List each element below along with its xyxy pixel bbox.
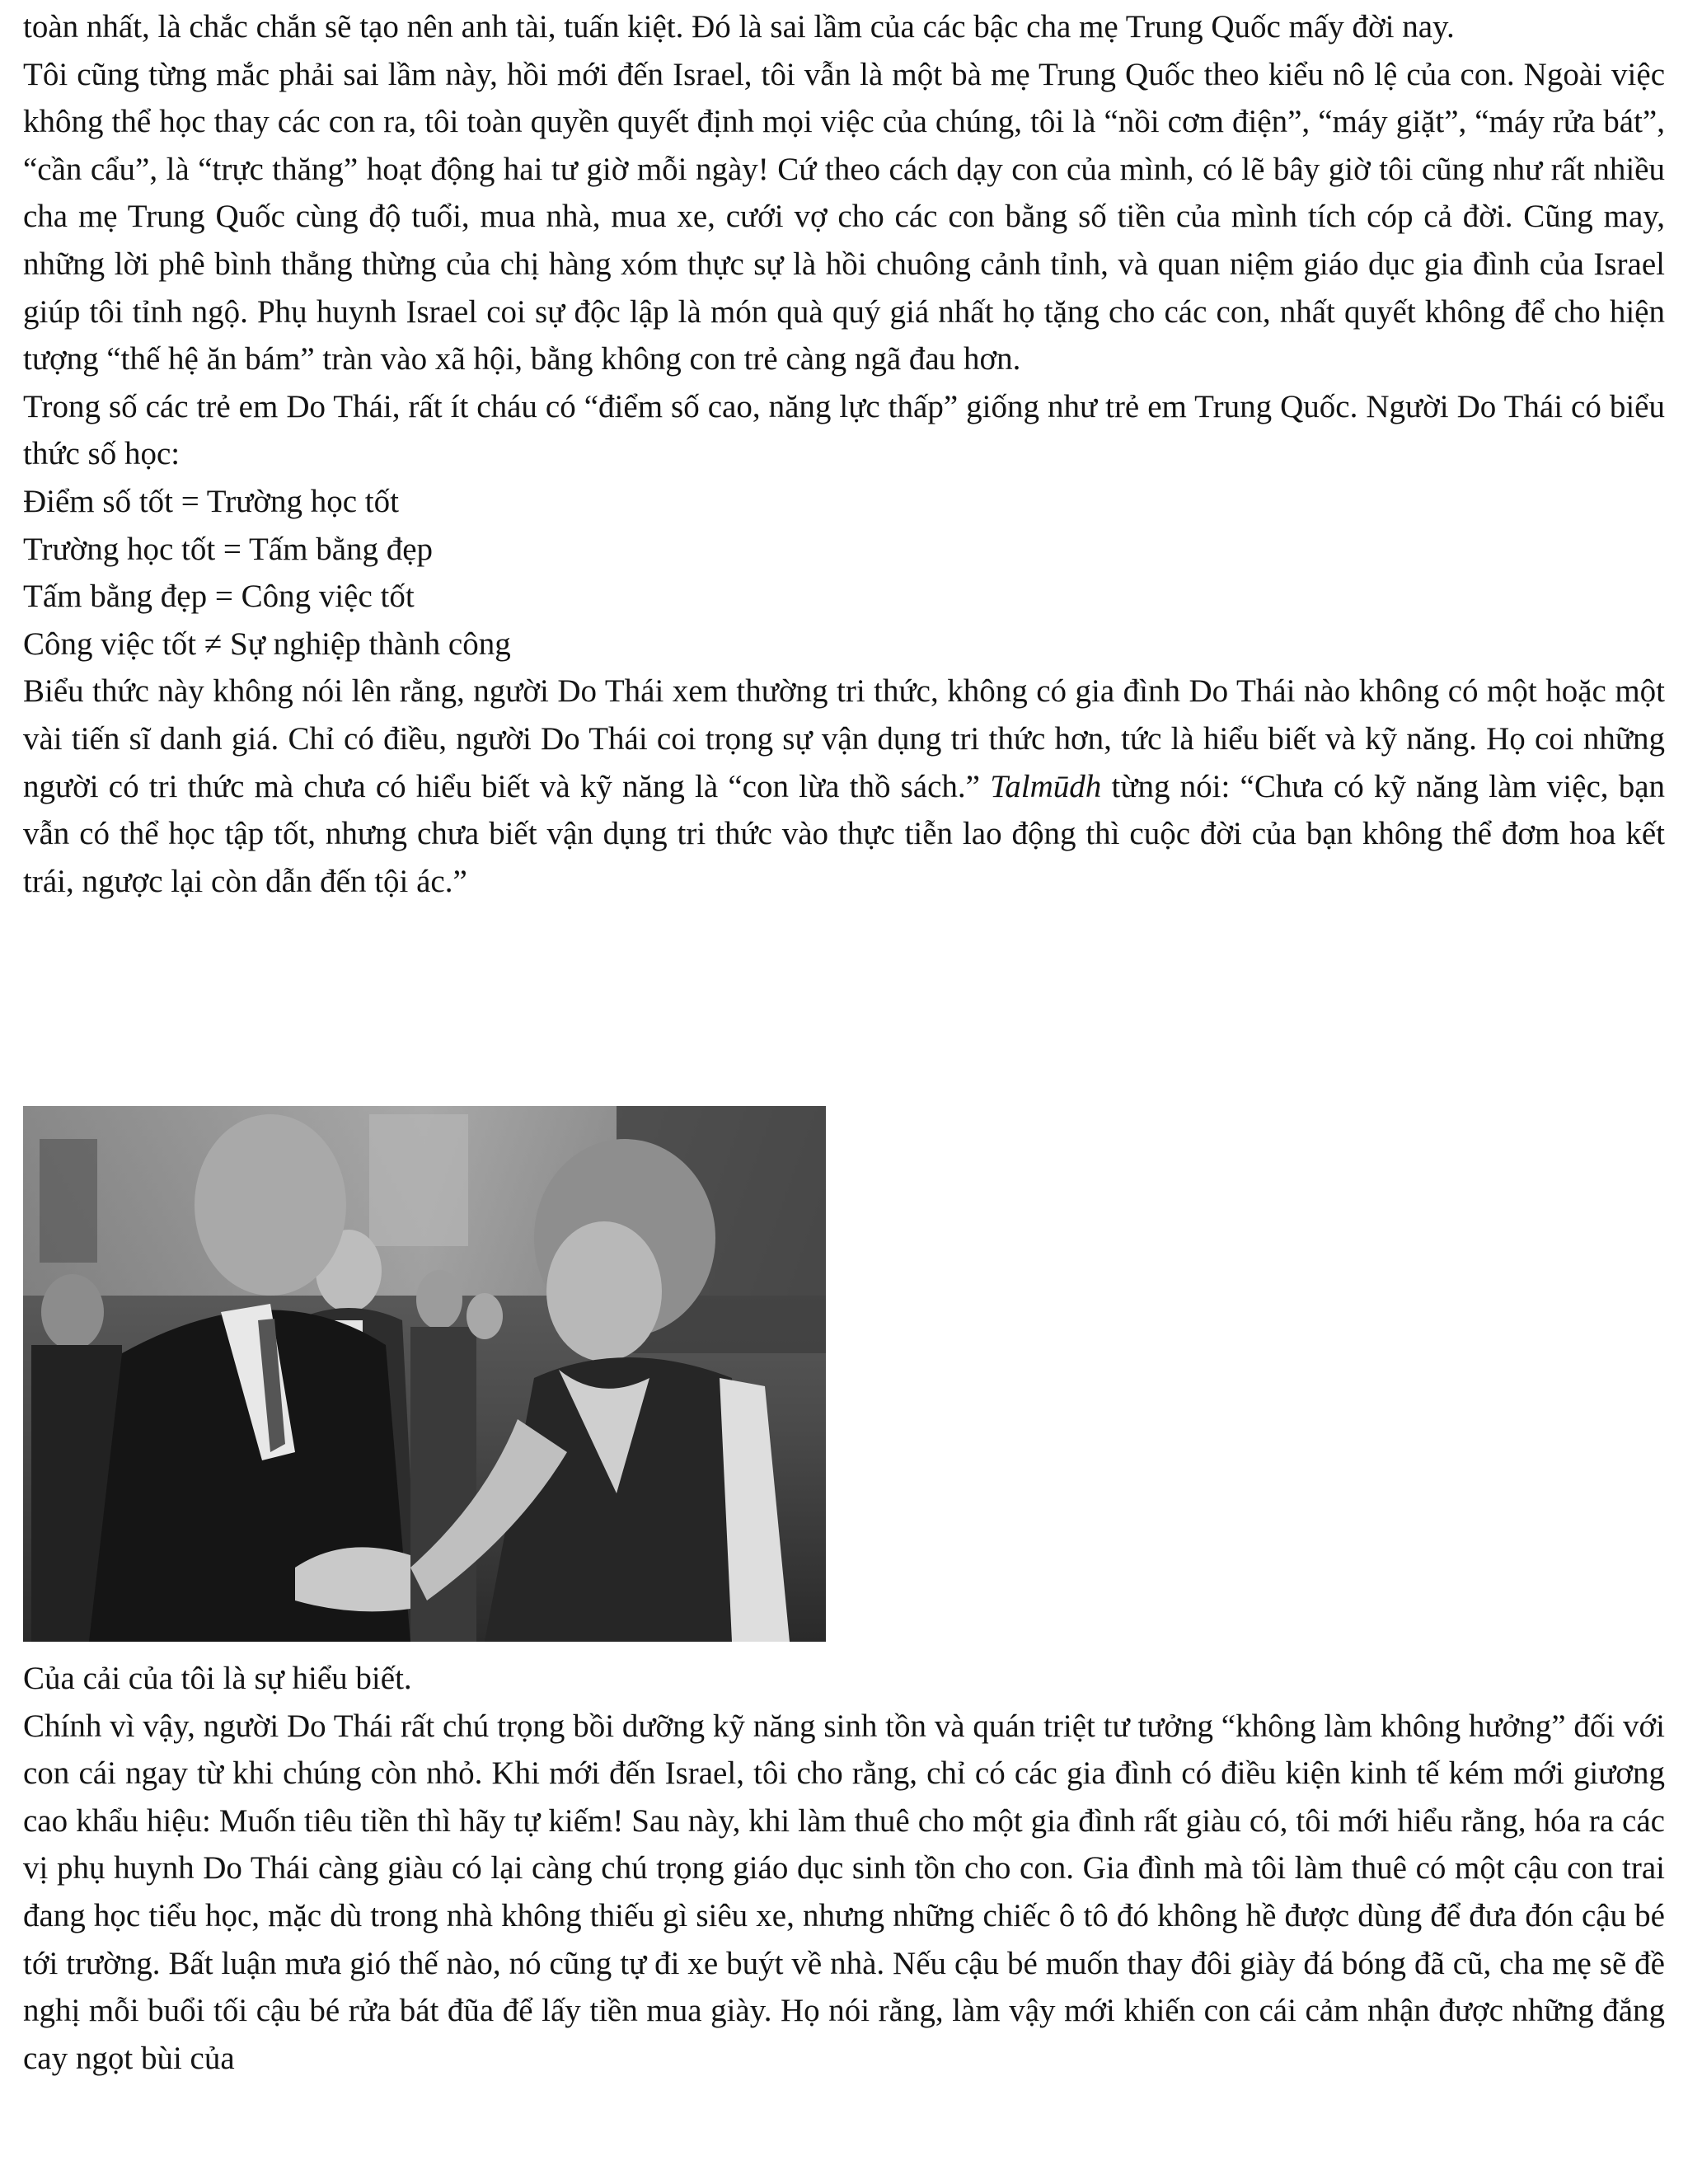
bottom-paragraph [23, 1703, 1665, 2083]
paragraph-text: toàn nhất, là chắc chắn sẽ tạo nên anh tài, tuấn kiệt. Đó là sai lầm của các bậc cha mẹ Trung Quốc mấy đời nay. [23, 9, 1455, 45]
text-block-bottom [23, 1655, 1665, 2082]
top-paragraph [23, 3, 1665, 51]
paragraph-text: Công việc tốt ≠ Sự nghiệp thành công [23, 626, 511, 662]
top-paragraph [23, 573, 1665, 621]
text-block-top [23, 3, 1665, 905]
paragraph-text: Trường học tốt = Tấm bằng đẹp [23, 531, 434, 567]
top-paragraph [23, 526, 1665, 574]
photo-handshake [23, 1106, 826, 1642]
paragraph-text: Trong số các trẻ em Do Thái, rất ít cháu có “điểm số cao, năng lực thấp” giống như trẻ em Trung Quốc. Người Do Thái có biểu thức số học: [23, 388, 1665, 472]
top-paragraph [23, 383, 1665, 478]
bottom-paragraph [23, 1655, 1665, 1703]
paragraph-text: Của cải của tôi là sự hiểu biết. [23, 1661, 412, 1696]
italic-text: Talmūdh [990, 768, 1102, 804]
top-paragraph [23, 621, 1665, 668]
photo-illustration [23, 1106, 826, 1642]
top-paragraph [23, 51, 1665, 383]
top-paragraph [23, 668, 1665, 905]
paragraph-text: Tấm bằng đẹp = Công việc tốt [23, 579, 415, 615]
paragraph-text: Tôi cũng từng mắc phải sai lầm này, hồi mới đến Israel, tôi vẫn là một bà mẹ Trung Quốc theo kiểu nô lệ của con. Ngoài việc không thể học thay các con ra, tôi toàn quyền quyết định mọi việc của chúng, tôi là “nồi cơm điện”, “máy giặt”, “máy rửa bát”, “cần cẩu”, là “trực thăng” hoạt động hai tư giờ mỗi ngày! Cứ theo cách dạy con của mình, có lẽ bây giờ tôi cũng như rất nhiều cha mẹ Trung Quốc cùng độ tuổi, mua nhà, mua xe, cưới vợ cho các con bằng số tiền của mình tích cóp cả đời. Cũng may, những lời phê bình thẳng thừng của chị hàng xóm thực sự là hồi chuông cảnh tỉnh, và quan niệm giáo dục gia đình của Israel giúp tôi tỉnh ngộ. Phụ huynh Israel coi sự độc lập là món quà quý giá nhất họ tặng cho các con, nhất quyết không để cho hiện tượng “thế hệ ăn bám” tràn vào xã hội, bằng không con trẻ càng ngã đau hơn. [23, 56, 1665, 377]
paragraph-text: Biểu thức này không nói lên rằng, người Do Thái xem thường tri thức, không có gia đình Do Thái nào không có một hoặc một vài tiến sĩ danh giá. Chỉ có điều, người Do Thái coi trọng sự vận dụng tri thức hơn, tức là hiểu biết và kỹ năng. Họ coi những người có tri thức mà chưa có hiểu biết và kỹ năng là “con lừa thồ sách.” [23, 673, 1665, 804]
paragraph-text: Chính vì vậy, người Do Thái rất chú trọng bồi dưỡng kỹ năng sinh tồn và quán triệt tư tưởng “không làm không hưởng” đối với con cái ngay từ khi chúng còn nhỏ. Khi mới đến Israel, tôi cho rằng, chỉ có các gia đình có điều kiện kinh tế kém mới giương cao khẩu hiệu: Muốn tiêu tiền thì hãy tự kiếm! Sau này, khi làm thuê cho một gia đình rất giàu có, tôi mới hiểu rằng, hóa ra các vị phụ huynh Do Thái càng giàu có lại càng chú trọng giáo dục sinh tồn cho con. Gia đình mà tôi làm thuê có một cậu con trai đang học tiểu học, mặc dù trong nhà không thiếu gì siêu xe, nhưng những chiếc ô tô đó không hề được dùng để đưa đón cậu bé tới trường. Bất luận mưa gió thế nào, nó cũng tự đi xe buýt về nhà. Nếu cậu bé muốn thay đôi giày đá bóng đã cũ, cha mẹ sẽ đề nghị mỗi buổi tối cậu bé rửa bát đũa để lấy tiền mua giày. Họ nói rằng, làm vậy mới khiến con cái cảm nhận được những đắng cay ngọt bùi của [23, 1708, 1665, 2076]
top-paragraph [23, 478, 1665, 526]
paragraph-text: Điểm số tốt = Trường học tốt [23, 483, 399, 519]
paragraph-text: từng nói: “Chưa có kỹ năng làm việc, bạn vẫn có thể học tập tốt, nhưng chưa biết vận dụng tri thức vào thực tiễn lao động thì cuộc đời của bạn không thể đơm hoa kết trái, ngược lại còn dẫn đến tội ác.” [23, 768, 1665, 899]
